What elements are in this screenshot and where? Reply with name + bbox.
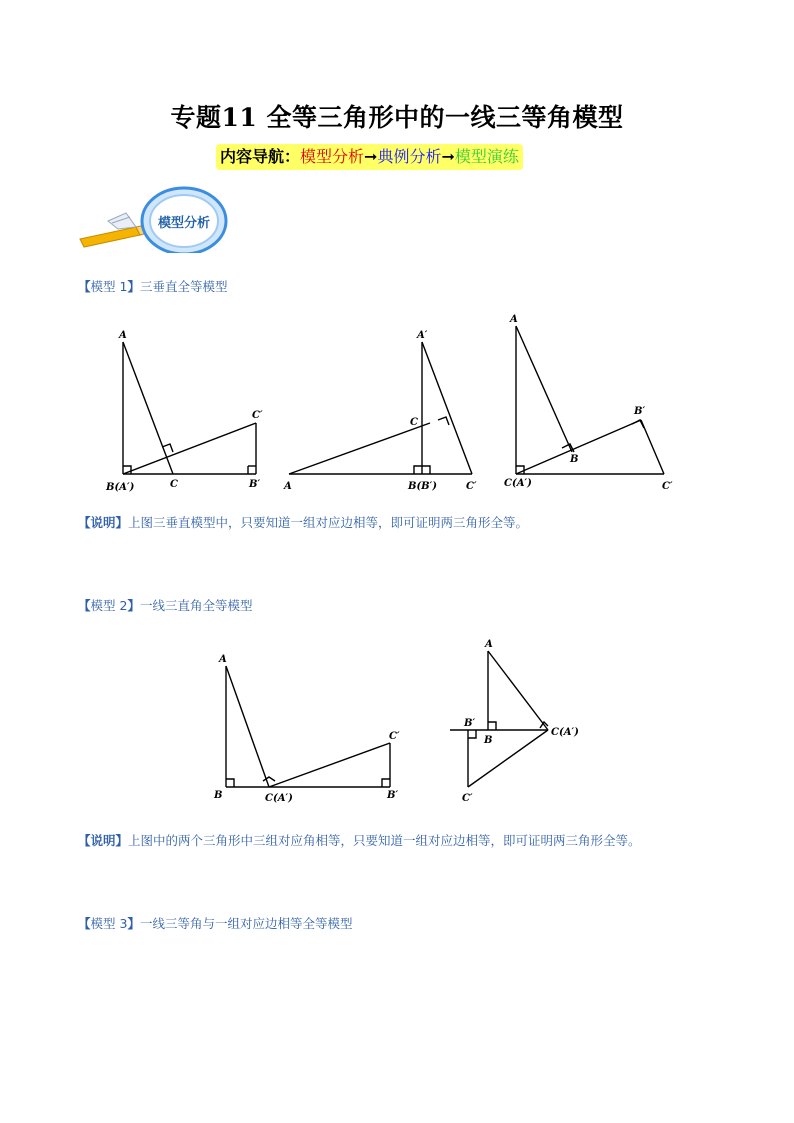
label-C-prime: C′	[466, 481, 477, 492]
page-title: 专题11 全等三角形中的一线三等角模型	[170, 103, 624, 132]
label-C-prime: C′	[252, 410, 263, 421]
label-B: B	[214, 790, 223, 801]
model-1-heading: 【模型 1】三垂直全等模型	[78, 279, 228, 294]
nav-step-model-analysis[interactable]: 模型分析	[300, 147, 365, 166]
label-B-prime: B′	[387, 790, 399, 801]
model-2-heading: 【模型 2】一线三直角全等模型	[78, 598, 253, 613]
label-B: B	[570, 454, 579, 465]
model-2-name: 模型 2	[90, 598, 128, 613]
note-1: 【说明】上图三垂直模型中，只要知道一组对应边相等，即可证明两三角形全等。	[78, 515, 529, 530]
model-2-figure-2	[450, 639, 579, 804]
model-2-title: 一线三直角全等模型	[139, 598, 253, 613]
label-C-A-prime: C(A′)	[551, 727, 579, 738]
model-3-heading: 【模型 3】一线三等角与一组对应边相等全等模型	[78, 916, 353, 931]
note-2: 【说明】上图中的两个三角形中三组对应角相等，只要知道一组对应边相等，即可证明两三角形全等。	[78, 833, 641, 848]
label-C-prime: C′	[389, 731, 400, 742]
label-C-A-prime: C(A′)	[265, 793, 293, 804]
label-C: C	[410, 417, 418, 428]
label-A: A	[284, 481, 292, 492]
label-A: A	[119, 330, 127, 341]
label-A: A	[510, 314, 518, 325]
model-3-title: 一线三等角与一组对应边相等全等模型	[139, 916, 353, 931]
label-B-B-prime: B(B′)	[408, 481, 438, 492]
model-2-figure-1	[213, 654, 400, 804]
arrow-right-icon: ➞	[441, 147, 455, 166]
note-1-text: 上图三垂直模型中，只要知道一组对应边相等，即可证明两三角形全等。	[128, 515, 529, 530]
label-C-prime: C′	[462, 793, 473, 804]
model-1-title: 三垂直全等模型	[139, 279, 228, 294]
label-B-A-prime: B(A′)	[106, 482, 135, 493]
label-C-A-prime: C(A′)	[504, 478, 532, 489]
note-2-text: 上图中的两个三角形中三组对应角相等，只要知道一组对应边相等，即可证明两三角形全等。	[128, 833, 641, 848]
badge-text: 模型分析	[157, 216, 211, 231]
model-1-name: 模型 1	[90, 279, 128, 294]
nav-step-example-analysis[interactable]: 典例分析	[377, 147, 442, 166]
label-A: A	[219, 654, 227, 665]
arrow-right-icon: ➞	[364, 147, 378, 166]
nav-label: 内容导航：	[220, 147, 301, 166]
label-C: C	[170, 479, 178, 490]
label-A-prime: A′	[417, 330, 428, 341]
label-A: A	[485, 639, 493, 650]
model-3-name: 模型 3	[90, 916, 128, 931]
label-C-prime: C′	[662, 481, 673, 492]
label-B: B	[484, 735, 493, 746]
label-B-prime: B′	[249, 479, 261, 490]
nav-step-model-practice[interactable]: 模型演练	[454, 147, 519, 166]
label-B-prime: B′	[634, 406, 646, 417]
label-B-prime: B′	[464, 718, 476, 729]
